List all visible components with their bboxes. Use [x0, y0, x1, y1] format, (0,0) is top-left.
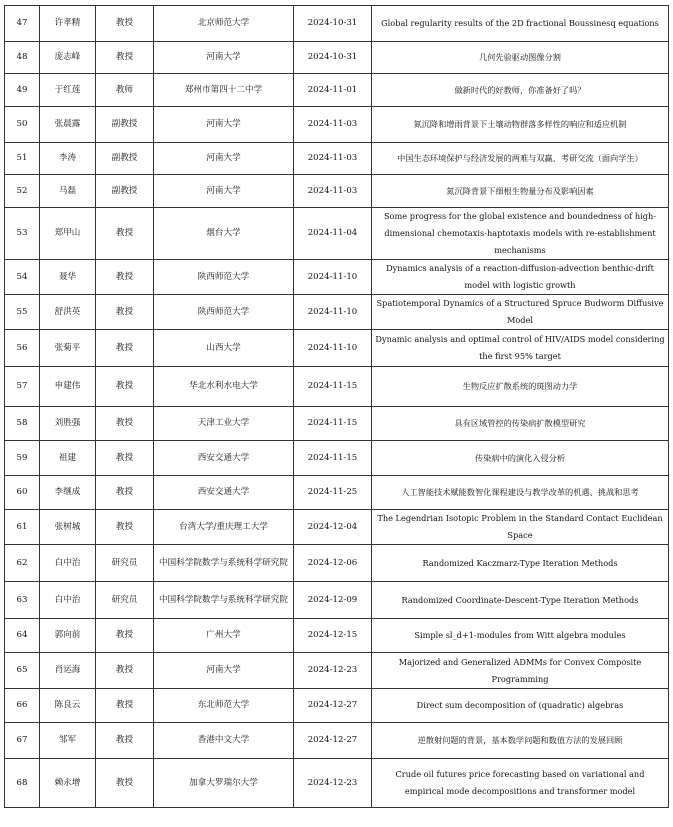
- table-row: [5, 143, 669, 175]
- date-cell: 2024-12-06: [294, 545, 372, 582]
- row-number-cell: 58: [5, 407, 40, 441]
- speaker-name-cell: 聂华: [40, 260, 96, 295]
- date-cell: 2024-11-15: [294, 367, 372, 407]
- topic-cell: Spatiotemporal Dynamics of a Structured Spruce Budworm Diffusive Model: [372, 295, 669, 330]
- speaker-title-cell: 副教授: [96, 143, 154, 175]
- speaker-title-cell: 教师: [96, 74, 154, 107]
- date-cell: 2024-11-25: [294, 476, 372, 510]
- table-row: [5, 74, 669, 107]
- organization-cell: 西安交通大学: [154, 441, 294, 476]
- organization-cell: 天津工业大学: [154, 407, 294, 441]
- row-number-cell: 61: [5, 510, 40, 545]
- organization-cell: 陕西师范大学: [154, 295, 294, 330]
- organization-cell: 西安交通大学: [154, 476, 294, 510]
- speaker-name-cell: 白中治: [40, 545, 96, 582]
- table-row: [5, 441, 669, 476]
- row-number-cell: 67: [5, 723, 40, 759]
- table-row: [5, 759, 669, 808]
- organization-cell: 台湾大学/重庆理工大学: [154, 510, 294, 545]
- table-row: [5, 689, 669, 723]
- row-number-cell: 66: [5, 689, 40, 723]
- organization-cell: 华北水利水电大学: [154, 367, 294, 407]
- row-number-cell: 56: [5, 330, 40, 367]
- speaker-title-cell: 教授: [96, 260, 154, 295]
- speaker-title-cell: 教授: [96, 759, 154, 808]
- date-cell: 2024-12-23: [294, 759, 372, 808]
- date-cell: 2024-11-03: [294, 143, 372, 175]
- speaker-name-cell: 郑甲山: [40, 208, 96, 260]
- speaker-name-cell: 于红莲: [40, 74, 96, 107]
- speaker-title-cell: 副教授: [96, 107, 154, 143]
- topic-cell: Crude oil futures price forecasting based on variational and empirical mode decompositions and transformer model: [372, 759, 669, 808]
- speaker-title-cell: 教授: [96, 689, 154, 723]
- speaker-name-cell: 许孝精: [40, 6, 96, 42]
- speaker-name-cell: 马磊: [40, 175, 96, 208]
- speaker-title-cell: 教授: [96, 367, 154, 407]
- table-row: [5, 260, 669, 295]
- topic-cell: 中国生态环境保护与经济发展的两难与双赢、考研交流（面向学生）: [372, 143, 669, 175]
- row-number-cell: 51: [5, 143, 40, 175]
- date-cell: 2024-10-31: [294, 42, 372, 74]
- date-cell: 2024-11-15: [294, 407, 372, 441]
- row-number-cell: 52: [5, 175, 40, 208]
- table-row: [5, 407, 669, 441]
- table-row: [5, 330, 669, 367]
- organization-cell: 陕西师范大学: [154, 260, 294, 295]
- date-cell: 2024-11-04: [294, 208, 372, 260]
- date-cell: 2024-11-15: [294, 441, 372, 476]
- date-cell: 2024-12-27: [294, 689, 372, 723]
- speaker-title-cell: 教授: [96, 295, 154, 330]
- row-number-cell: 55: [5, 295, 40, 330]
- row-number-cell: 53: [5, 208, 40, 260]
- speaker-name-cell: 刘胜强: [40, 407, 96, 441]
- speaker-name-cell: 庞志峰: [40, 42, 96, 74]
- topic-cell: Some progress for the global existence and boundedness of high-dimensional chemotaxis-haptotaxis models with re-establishment mechanisms: [372, 208, 669, 260]
- speaker-title-cell: 研究员: [96, 545, 154, 582]
- topic-cell: 生物反应扩散系统的斑图动力学: [372, 367, 669, 407]
- table-row: [5, 723, 669, 759]
- speaker-title-cell: 副教授: [96, 175, 154, 208]
- table-row: [5, 367, 669, 407]
- speaker-title-cell: 教授: [96, 407, 154, 441]
- organization-cell: 河南大学: [154, 107, 294, 143]
- row-number-cell: 64: [5, 619, 40, 653]
- topic-cell: 人工智能技术赋能数智化课程建设与教学改革的机遇、挑战和思考: [372, 476, 669, 510]
- table-row: [5, 175, 669, 208]
- date-cell: 2024-12-04: [294, 510, 372, 545]
- table-row: [5, 208, 669, 260]
- date-cell: 2024-12-09: [294, 582, 372, 619]
- table-row: [5, 582, 669, 619]
- organization-cell: 东北师范大学: [154, 689, 294, 723]
- table-row: [5, 510, 669, 545]
- organization-cell: 郑州市第四十二中学: [154, 74, 294, 107]
- organization-cell: 山西大学: [154, 330, 294, 367]
- topic-cell: Global regularity results of the 2D fractional Boussinesq equations: [372, 6, 669, 42]
- speaker-name-cell: 李继成: [40, 476, 96, 510]
- topic-cell: 逆散射问题的背景，基本数学问题和数值方法的发展回顾: [372, 723, 669, 759]
- speaker-name-cell: 赖永增: [40, 759, 96, 808]
- organization-cell: 加拿大罗瑞尔大学: [154, 759, 294, 808]
- speaker-title-cell: 研究员: [96, 582, 154, 619]
- topic-cell: 做新时代的好教师，你准备好了吗？: [372, 74, 669, 107]
- lecture-table: [4, 5, 669, 808]
- topic-cell: Dynamic analysis and optimal control of HIV/AIDS model considering the first 95% target: [372, 330, 669, 367]
- speaker-name-cell: 肖运海: [40, 653, 96, 689]
- organization-cell: 河南大学: [154, 42, 294, 74]
- speaker-title-cell: 教授: [96, 441, 154, 476]
- topic-cell: 氮沉降背景下细根生物量分布及影响因素: [372, 175, 669, 208]
- row-number-cell: 59: [5, 441, 40, 476]
- topic-cell: 氮沉降和增雨背景下土壤动物群落多样性的响应和适应机制: [372, 107, 669, 143]
- speaker-name-cell: 申建伟: [40, 367, 96, 407]
- date-cell: 2024-11-03: [294, 107, 372, 143]
- date-cell: 2024-10-31: [294, 6, 372, 42]
- row-number-cell: 54: [5, 260, 40, 295]
- date-cell: 2024-11-10: [294, 260, 372, 295]
- table-row: [5, 107, 669, 143]
- table-row: [5, 295, 669, 330]
- row-number-cell: 60: [5, 476, 40, 510]
- speaker-name-cell: 李涛: [40, 143, 96, 175]
- table-row: [5, 619, 669, 653]
- organization-cell: 河南大学: [154, 143, 294, 175]
- organization-cell: 中国科学院数学与系统科学研究院: [154, 545, 294, 582]
- table-row: [5, 653, 669, 689]
- row-number-cell: 62: [5, 545, 40, 582]
- row-number-cell: 50: [5, 107, 40, 143]
- topic-cell: Randomized Kaczmarz-Type Iteration Methods: [372, 545, 669, 582]
- topic-cell: 具有区域管控的传染病扩散模型研究: [372, 407, 669, 441]
- speaker-name-cell: 祖建: [40, 441, 96, 476]
- speaker-title-cell: 教授: [96, 208, 154, 260]
- row-number-cell: 47: [5, 6, 40, 42]
- topic-cell: Randomized Coordinate-Descent-Type Iteration Methods: [372, 582, 669, 619]
- table-row: [5, 42, 669, 74]
- speaker-title-cell: 教授: [96, 330, 154, 367]
- table-row: [5, 6, 669, 42]
- topic-cell: Simple sl_d+1-modules from Witt algebra modules: [372, 619, 669, 653]
- speaker-name-cell: 张菊平: [40, 330, 96, 367]
- speaker-title-cell: 教授: [96, 653, 154, 689]
- table-row: [5, 545, 669, 582]
- speaker-name-cell: 郭向前: [40, 619, 96, 653]
- row-number-cell: 68: [5, 759, 40, 808]
- speaker-title-cell: 教授: [96, 6, 154, 42]
- topic-cell: The Legendrian Isotopic Problem in the Standard Contact Euclidean Space: [372, 510, 669, 545]
- date-cell: 2024-11-01: [294, 74, 372, 107]
- speaker-name-cell: 陈良云: [40, 689, 96, 723]
- date-cell: 2024-11-10: [294, 295, 372, 330]
- topic-cell: Majorized and Generalized ADMMs for Convex Composite Programming: [372, 653, 669, 689]
- table-row: [5, 476, 669, 510]
- speaker-title-cell: 教授: [96, 723, 154, 759]
- row-number-cell: 57: [5, 367, 40, 407]
- speaker-title-cell: 教授: [96, 476, 154, 510]
- date-cell: 2024-12-27: [294, 723, 372, 759]
- row-number-cell: 63: [5, 582, 40, 619]
- date-cell: 2024-11-10: [294, 330, 372, 367]
- speaker-name-cell: 舒洪英: [40, 295, 96, 330]
- organization-cell: 河南大学: [154, 653, 294, 689]
- row-number-cell: 65: [5, 653, 40, 689]
- speaker-name-cell: 邹军: [40, 723, 96, 759]
- speaker-name-cell: 张晨露: [40, 107, 96, 143]
- speaker-title-cell: 教授: [96, 510, 154, 545]
- topic-cell: 传染病中的演化入侵分析: [372, 441, 669, 476]
- speaker-name-cell: 白中治: [40, 582, 96, 619]
- speaker-title-cell: 教授: [96, 42, 154, 74]
- topic-cell: Dynamics analysis of a reaction-diffusion-advection benthic-drift model with logistic growth: [372, 260, 669, 295]
- speaker-title-cell: 教授: [96, 619, 154, 653]
- organization-cell: 中国科学院数学与系统科学研究院: [154, 582, 294, 619]
- organization-cell: 河南大学: [154, 175, 294, 208]
- organization-cell: 烟台大学: [154, 208, 294, 260]
- topic-cell: 几何先验驱动图像分割: [372, 42, 669, 74]
- organization-cell: 北京师范大学: [154, 6, 294, 42]
- topic-cell: Direct sum decomposition of (quadratic) algebras: [372, 689, 669, 723]
- row-number-cell: 48: [5, 42, 40, 74]
- speaker-name-cell: 张树城: [40, 510, 96, 545]
- date-cell: 2024-12-15: [294, 619, 372, 653]
- row-number-cell: 49: [5, 74, 40, 107]
- date-cell: 2024-12-23: [294, 653, 372, 689]
- organization-cell: 广州大学: [154, 619, 294, 653]
- date-cell: 2024-11-03: [294, 175, 372, 208]
- organization-cell: 香港中文大学: [154, 723, 294, 759]
